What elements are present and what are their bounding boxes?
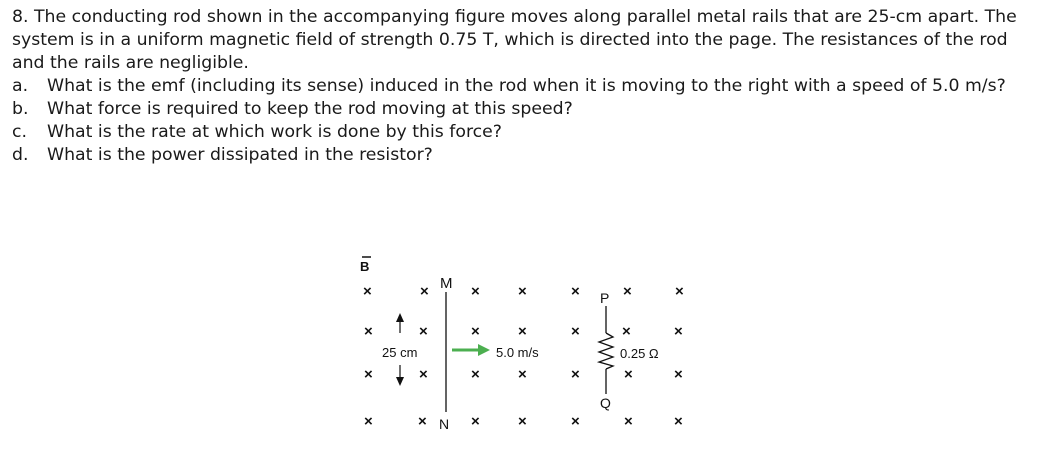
question-letter: a. xyxy=(12,76,29,96)
label-n: N xyxy=(439,416,450,432)
velocity-arrowhead xyxy=(478,344,490,356)
resistor-zigzag xyxy=(599,333,613,369)
field-cross-symbol: × xyxy=(571,413,580,430)
question-text: What is the power dissipated in the resistor? xyxy=(47,145,433,165)
question-list xyxy=(12,75,1032,167)
label-q: Q xyxy=(600,395,611,411)
label-p: P xyxy=(600,290,610,306)
question-letter: d. xyxy=(12,145,29,165)
question-text: What is the emf (including its sense) induced in the rod when it is moving to the right with a speed of 5.0 m/s? xyxy=(47,76,1006,96)
resistance-label: 0.25 Ω xyxy=(620,346,659,361)
question-c xyxy=(12,121,1032,144)
dimension-arrowhead-down xyxy=(396,377,404,386)
field-cross-symbol: × xyxy=(363,283,372,300)
field-cross-symbol: × xyxy=(518,366,527,383)
field-cross-symbol: × xyxy=(622,323,631,340)
field-cross-symbol: × xyxy=(518,323,527,340)
field-cross-symbol: × xyxy=(364,413,373,430)
dimension-arrowhead-up xyxy=(396,313,404,322)
velocity-label: 5.0 m/s xyxy=(496,345,539,360)
field-cross-symbol: × xyxy=(419,366,428,383)
field-crosses xyxy=(363,283,684,430)
field-cross-symbol: × xyxy=(674,366,683,383)
field-cross-symbol: × xyxy=(418,413,427,430)
problem-text xyxy=(12,6,1032,167)
field-cross-symbol: × xyxy=(364,323,373,340)
field-cross-symbol: × xyxy=(518,283,527,300)
field-cross-symbol: × xyxy=(471,323,480,340)
question-d xyxy=(12,144,1032,167)
problem-intro: 8. The conducting rod shown in the accompanying figure moves along parallel metal rails that are 25-cm apart. The system is in a uniform magnetic field of strength 0.75 T, which is directed into the page. The resistances of the rod and the rails are negligible. xyxy=(12,7,1017,73)
field-cross-symbol: × xyxy=(364,366,373,383)
field-cross-symbol: × xyxy=(471,413,480,430)
question-b xyxy=(12,98,1032,121)
label-m: M xyxy=(440,275,453,292)
field-label: B xyxy=(360,259,370,274)
field-cross-symbol: × xyxy=(471,283,480,300)
question-a xyxy=(12,75,1032,98)
field-cross-symbol: × xyxy=(571,323,580,340)
field-cross-symbol: × xyxy=(674,323,683,340)
question-letter: b. xyxy=(12,99,29,119)
field-cross-symbol: × xyxy=(624,366,633,383)
question-letter: c. xyxy=(12,122,27,142)
question-text: What is the rate at which work is done by this force? xyxy=(47,122,502,142)
field-cross-symbol: × xyxy=(674,413,683,430)
field-cross-symbol: × xyxy=(623,283,632,300)
separation-label: 25 cm xyxy=(382,345,418,360)
field-cross-symbol: × xyxy=(471,366,480,383)
field-cross-symbol: × xyxy=(518,413,527,430)
question-text: What force is required to keep the rod moving at this speed? xyxy=(47,99,573,119)
field-cross-symbol: × xyxy=(571,283,580,300)
field-cross-symbol: × xyxy=(675,283,684,300)
field-cross-symbol: × xyxy=(571,366,580,383)
field-cross-symbol: × xyxy=(624,413,633,430)
field-cross-symbol: × xyxy=(420,283,429,300)
field-cross-symbol: × xyxy=(419,323,428,340)
